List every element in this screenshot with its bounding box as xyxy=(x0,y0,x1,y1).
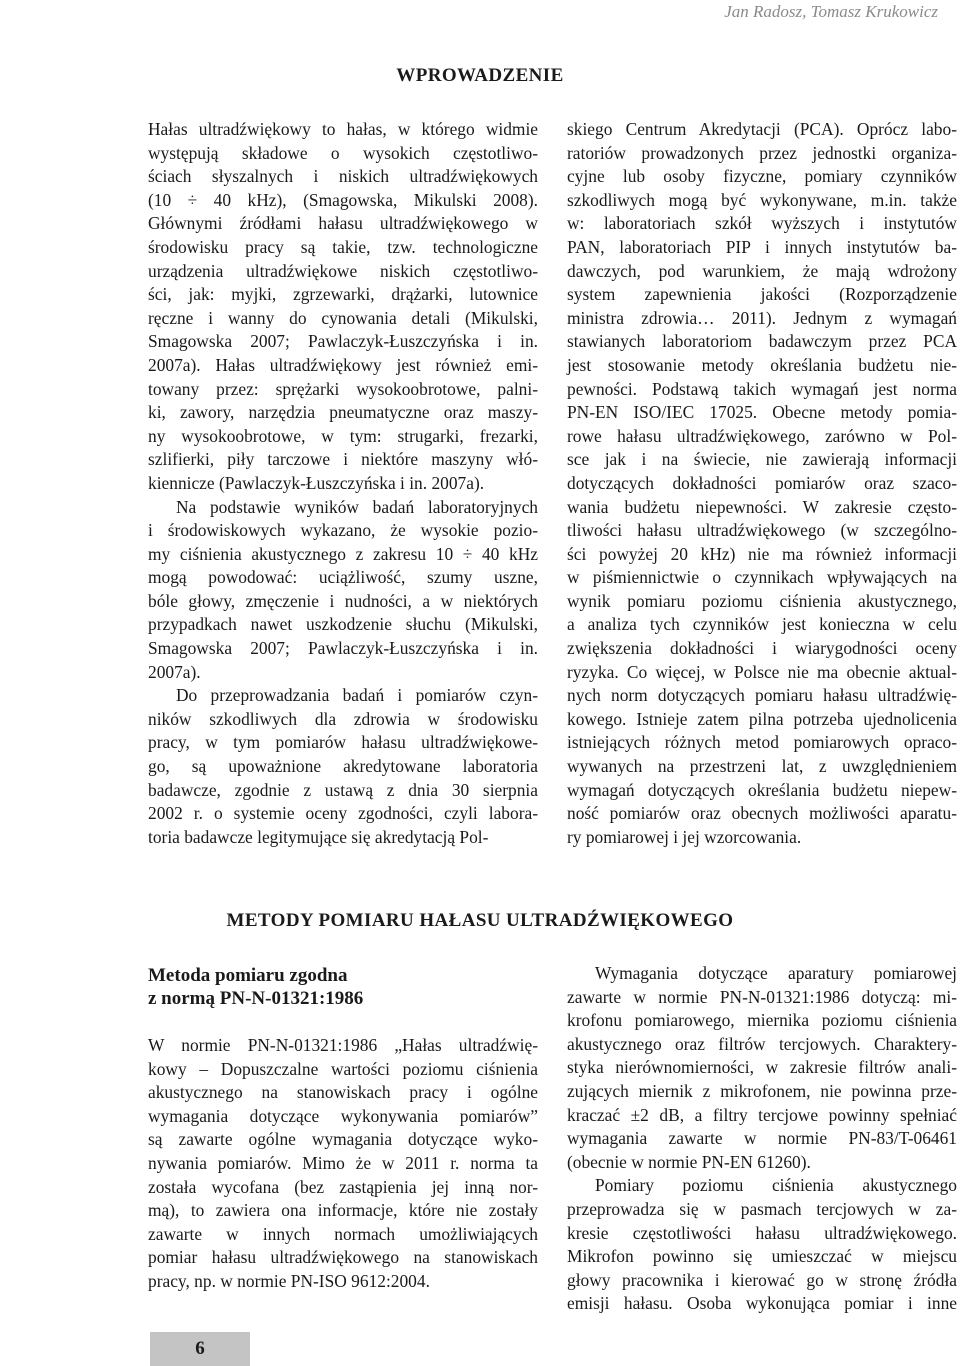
text-line: Smagowska 2007; Pawlaczyk-Łuszczyńska i in. xyxy=(148,638,538,659)
text-line: styka nierównomierności, w zakresie filtrów anali- xyxy=(567,1057,957,1078)
text-line: PN-EN ISO/IEC 17025. Obecne metody pomia- xyxy=(567,402,957,423)
text-line: Pomiary poziomu ciśnienia akustycznego xyxy=(595,1175,957,1196)
subsection-heading-line: Metoda pomiaru zgodna xyxy=(148,965,348,986)
text-line: badawcze, zgodnie z ustawą z dnia 30 sierpnia xyxy=(148,779,538,800)
methods-right-column xyxy=(567,962,957,1316)
running-header-authors: Jan Radosz, Tomasz Krukowicz xyxy=(724,2,938,21)
text-line: go, są upoważnione akredytowane laboratoria xyxy=(148,756,538,777)
text-line: ryzyka. Co więcej, w Polsce nie ma obecnie aktual- xyxy=(567,661,957,682)
text-line: a analiza tych czynników jest konieczna w celu xyxy=(567,614,957,635)
text-line: pewności. Podstawą takich wymagań jest norma xyxy=(567,378,957,399)
text-line: ręczne i wanny do cynowania detali (Mikulski, xyxy=(148,307,538,328)
text-line: zwiększenia dokładności i wiarygodności oceny xyxy=(567,638,957,659)
text-line: wymagania dotyczące wykonywania pomiarów” xyxy=(148,1105,538,1126)
text-line: wymagań dotyczących określania budżetu niepew- xyxy=(567,779,957,800)
subsection-heading xyxy=(148,964,538,1010)
text-line: sce jak i na świecie, nie zawierają informacji xyxy=(567,449,957,470)
paragraph xyxy=(148,684,538,849)
intro-left-column xyxy=(148,118,538,849)
paragraph xyxy=(567,962,957,1174)
text-line: mogą powodować: uciążliwość, szumy uszne, xyxy=(148,567,538,588)
text-line: wymagania zawarte w normie PN-83/T-06461 xyxy=(567,1128,957,1149)
text-line: dotyczących dokładności pomiarów oraz szaco- xyxy=(567,472,957,493)
text-line: wania budżetu niepewności. W zakresie często- xyxy=(567,496,957,517)
text-line: są zawarte ogólne wymagania dotyczące wyko- xyxy=(148,1129,538,1150)
paragraph xyxy=(567,118,957,849)
paragraph xyxy=(148,118,538,496)
text-line: cyjne lub osoby fizyczne, pomiary czynników xyxy=(567,166,957,187)
text-line: ry pomiarowej i jej wzorcowania. xyxy=(567,826,802,847)
text-line: szkodliwych mogą być wykonywane, m.in. także xyxy=(567,189,957,210)
text-line: towany przez: sprężarki wysokoobrotowe, palni- xyxy=(148,378,538,399)
text-line: ści, jak: myjki, zgrzewarki, drążarki, lutownice xyxy=(148,284,538,305)
paragraph xyxy=(148,1034,538,1294)
text-line: stawianych laboratoriom badawczym przez PCA xyxy=(567,331,957,352)
text-line: zawarte w normie PN-N-01321:1986 dotyczą: mi- xyxy=(567,986,957,1007)
text-line: Smagowska 2007; Pawlaczyk-Łuszczyńska i in. xyxy=(148,331,538,352)
text-line: ność pomiarów oraz obecnych możliwości aparatu- xyxy=(567,803,957,824)
text-line: 2002 r. o systemie oceny zgodności, czyli labora- xyxy=(148,803,538,824)
paragraph xyxy=(567,1174,957,1316)
text-line: zujących miernik z mikrofonem, nie powinna prze- xyxy=(567,1080,957,1101)
text-line: kresie częstotliwości hałasu ultradźwiękowego. xyxy=(567,1222,957,1243)
text-line: jest stosowanie metody określania budżetu nie- xyxy=(567,354,957,375)
text-line: wynik pomiaru poziomu ciśnienia akustycznego, xyxy=(567,590,957,611)
text-line: występują składowe o wysokich częstotliwo- xyxy=(148,142,538,163)
text-line: kowego. Istnieje zatem pilna potrzeba ujednolicenia xyxy=(567,708,957,729)
text-line: my ciśnienia akustycznego z zakresu 10 ÷ 40 kHz xyxy=(148,543,538,564)
text-line: system zapewnienia jakości (Rozporządzenie xyxy=(567,284,957,305)
text-line: nywania pomiarów. Mimo że w 2011 r. norma ta xyxy=(148,1152,538,1173)
text-line: 2007a). Hałas ultradźwiękowy jest również emi- xyxy=(148,354,538,375)
text-line: Wymagania dotyczące aparatury pomiarowej xyxy=(595,963,957,983)
text-line: ki, zawory, narzędzia pneumatyczne oraz maszy- xyxy=(148,402,538,423)
text-line: (obecnie w normie PN-EN 61260). xyxy=(567,1151,811,1172)
text-line: zawarte w innych normach umożliwiających xyxy=(148,1223,538,1244)
subsection-heading-line: z normą PN-N-01321:1986 xyxy=(148,988,364,1009)
text-line: urządzenia ultradźwiękowe niskich częstotliwo- xyxy=(148,260,538,281)
text-line: ny wysokoobrotowe, w tym: strugarki, frezarki, xyxy=(148,425,538,446)
text-line: akustycznego oraz filtrów tercjowych. Charaktery- xyxy=(567,1033,957,1054)
section-title-methods: METODY POMIARU HAŁASU ULTRADŹWIĘKOWEGO xyxy=(226,910,734,931)
text-line: głowy pracownika i kierować go w stronę źródła xyxy=(567,1269,957,1290)
text-line: bóle głowy, zmęczenie i nudności, a w niektórych xyxy=(148,590,538,611)
text-line: ministra zdrowia… 2011). Jednym z wymagań xyxy=(567,307,957,328)
text-line: pracy, np. w normie PN-ISO 9612:2004. xyxy=(148,1270,430,1291)
methods-left-column xyxy=(148,964,538,1294)
text-line: kiennicze (Pawlaczyk-Łuszczyńska i in. 2007a). xyxy=(148,472,485,493)
text-line: nych norm dotyczących pomiaru hałasu ultradźwię- xyxy=(567,685,957,706)
text-line: mą), to zawiera ona informacje, które nie zostały xyxy=(148,1200,538,1221)
text-line: dawczych, pod warunkiem, że mają wdrożony xyxy=(567,260,957,281)
text-line: przeprowadza się w pasmach tercjowych w za- xyxy=(567,1198,957,1219)
text-line: rowe hałasu ultradźwiękowego, zarówno w Pol- xyxy=(567,425,957,446)
text-line: Głównymi źródłami hałasu ultradźwiękowego w xyxy=(148,213,538,234)
text-line: istniejących różnych metod pomiarowych opraco- xyxy=(567,732,957,753)
text-line: ści powyżej 20 kHz) nie ma również informacji xyxy=(567,543,957,564)
text-line: Na podstawie wyników badań laboratoryjnych xyxy=(176,496,538,517)
text-line: (10 ÷ 40 kHz), (Smagowska, Mikulski 2008). xyxy=(148,189,538,210)
text-line: kowy – Dopuszczalne wartości poziomu ciśnienia xyxy=(148,1058,538,1079)
text-line: szlifierki, piły tarczowe i niektóre maszyny włó- xyxy=(148,449,538,470)
text-line: pracy, w tym pomiarów hałasu ultradźwiękowe- xyxy=(148,732,538,753)
text-line: W normie PN-N-01321:1986 „Hałas ultradźwię- xyxy=(148,1035,538,1055)
text-line: Do przeprowadzania badań i pomiarów czyn- xyxy=(176,685,538,706)
text-line: ściach słyszalnych i niskich ultradźwiękowych xyxy=(148,166,538,187)
text-line: została wycofana (bez zastąpienia jej inną nor- xyxy=(148,1176,538,1197)
text-line: środowisku pracy są takie, tzw. technologiczne xyxy=(148,236,538,257)
text-line: Mikrofon powinno się umieszczać w miejscu xyxy=(567,1246,957,1267)
text-line: ratoriów prowadzonych przez jednostki organiza- xyxy=(567,142,957,163)
text-line: w: laboratoriach szkół wyższych i instytutów xyxy=(567,213,957,234)
text-line: w piśmiennictwie o czynnikach wpływających na xyxy=(567,567,957,588)
text-line: krofonu pomiarowego, miernika poziomu ciśnienia xyxy=(567,1010,957,1031)
text-line: przypadkach nawet uszkodzenie słuchu (Mikulski, xyxy=(148,614,538,635)
text-line: pomiar hałasu ultradźwiękowego na stanowiskach xyxy=(148,1247,538,1268)
text-line: ników szkodliwych dla zdrowia w środowisku xyxy=(148,708,538,729)
text-line: toria badawcze legitymujące się akredytacją Pol- xyxy=(148,826,489,847)
text-line: 2007a). xyxy=(148,661,201,682)
section-title-introduction: WPROWADZENIE xyxy=(396,65,564,86)
page-number: 6 xyxy=(195,1338,205,1359)
text-line: tliwości hałasu ultradźwiękowego (w szczególno- xyxy=(567,520,957,541)
text-line: emisji hałasu. Osoba wykonująca pomiar i inne xyxy=(567,1293,957,1314)
text-line: wywanych na przestrzeni lat, z uwzględnieniem xyxy=(567,756,957,777)
intro-right-column xyxy=(567,118,957,849)
text-line: Hałas ultradźwiękowy to hałas, w którego widmie xyxy=(148,119,538,139)
text-line: kraczać ±2 dB, a filtry tercjowe powinny spełniać xyxy=(567,1104,957,1125)
text-line: i środowiskowych wykazano, że wysokie pozio- xyxy=(148,520,538,541)
paragraph xyxy=(148,496,538,685)
page-number-box xyxy=(150,1332,250,1366)
text-line: PAN, laboratoriach PIP i innych instytutów ba- xyxy=(567,236,957,257)
text-line: skiego Centrum Akredytacji (PCA). Oprócz labo- xyxy=(567,119,957,139)
text-line: akustycznego na stanowiskach pracy i ogólne xyxy=(148,1082,538,1103)
